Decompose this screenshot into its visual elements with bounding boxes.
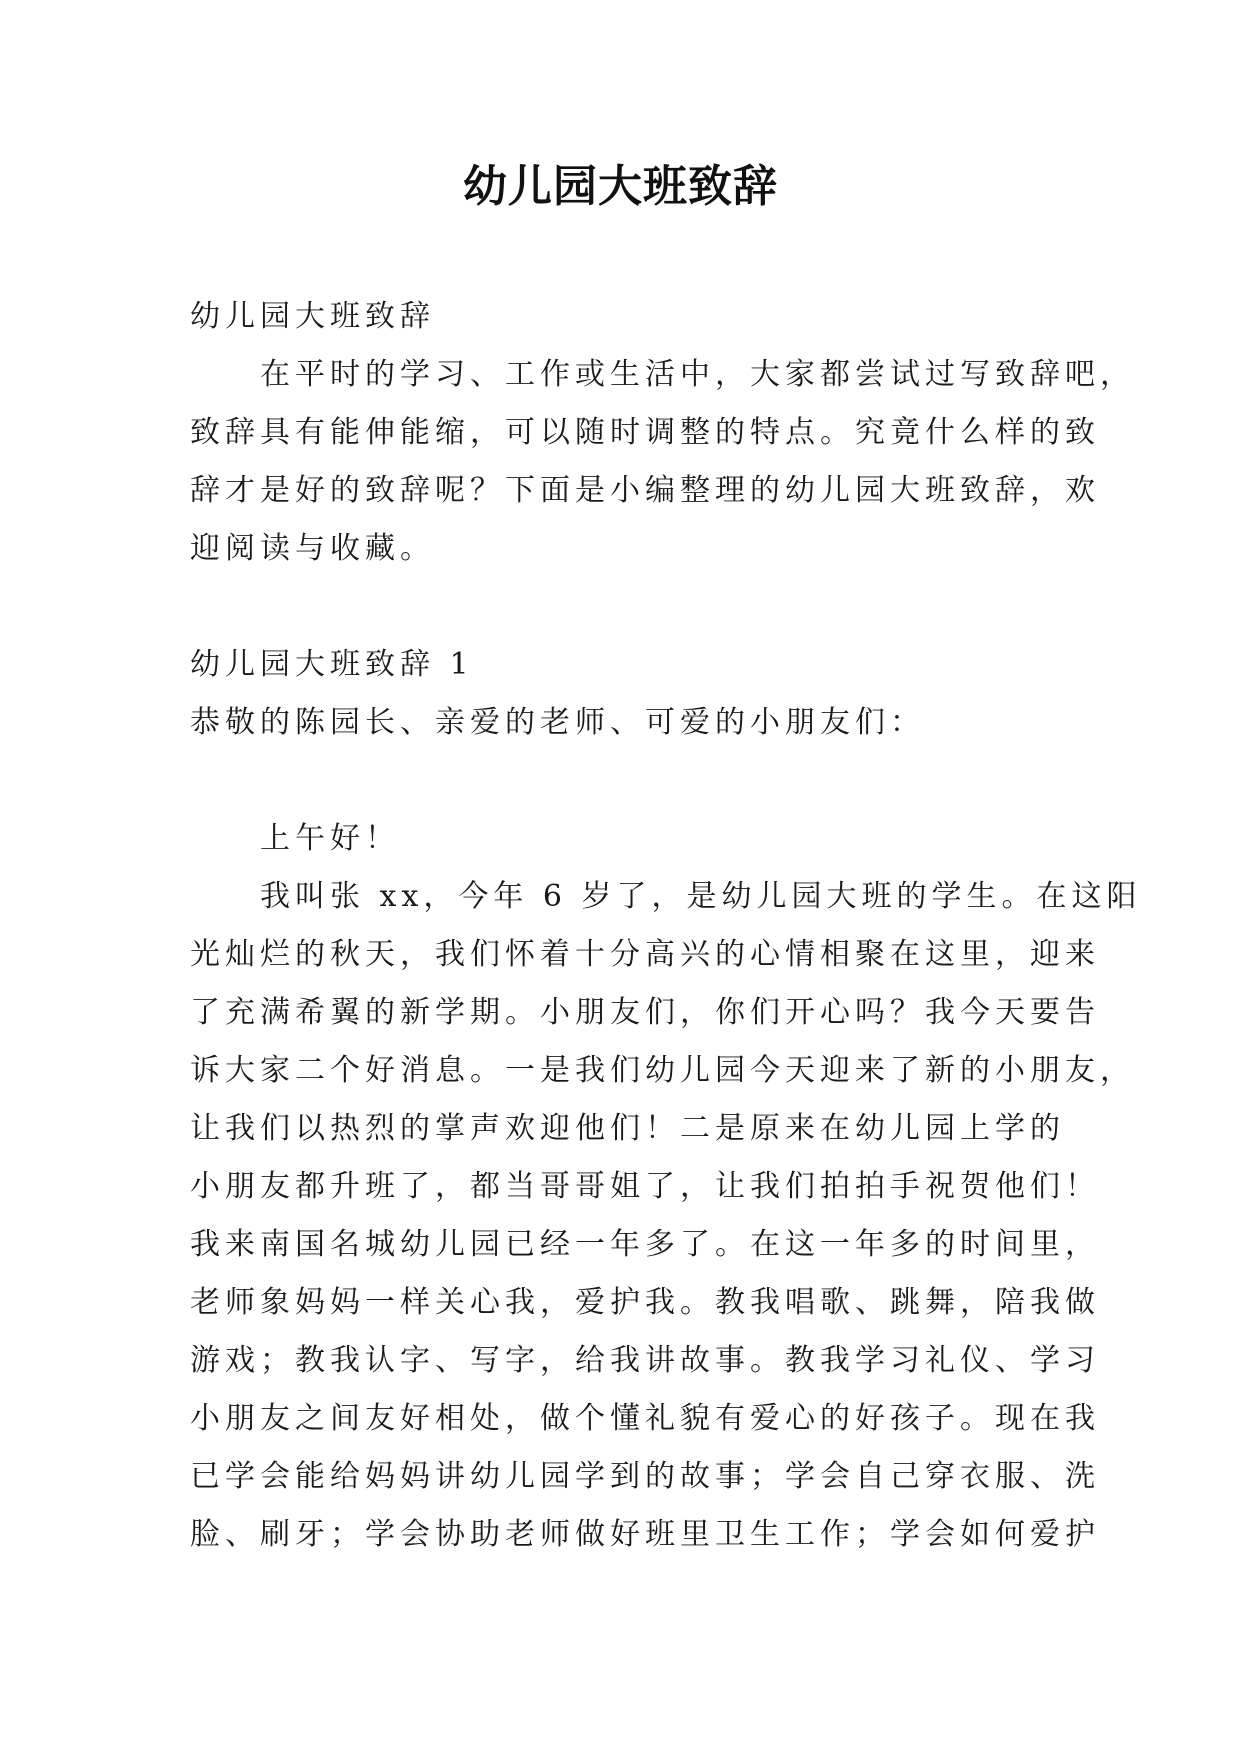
- body-paragraph: [190, 868, 1142, 1564]
- document-body: [190, 288, 1142, 1564]
- intro-line: 致辞具有能伸能缩，可以随时调整的特点。究竟什么样的致: [190, 415, 1100, 450]
- salutation: 恭敬的陈园长、亲爱的老师、可爱的小朋友们：: [190, 705, 925, 740]
- body-line: 小朋友之间友好相处，做个懂礼貌有爱心的好孩子。现在我: [190, 1401, 1100, 1436]
- spacer: [190, 752, 1050, 810]
- body-line: 小朋友都升班了，都当哥哥姐了，让我们拍拍手祝贺他们！: [190, 1169, 1100, 1204]
- body-line: 让我们以热烈的掌声欢迎他们！二是原来在幼儿园上学的: [190, 1111, 1065, 1146]
- intro-line: 迎阅读与收藏。: [190, 531, 435, 566]
- body-line: 老师象妈妈一样关心我，爱护我。教我唱歌、跳舞，陪我做: [190, 1285, 1100, 1320]
- body-line: 光灿烂的秋天，我们怀着十分高兴的心情相聚在这里，迎来: [190, 937, 1100, 972]
- body-line: 已学会能给妈妈讲幼儿园学到的故事；学会自己穿衣服、洗: [190, 1459, 1100, 1494]
- greeting: 上午好！: [190, 821, 400, 856]
- body-line: 诉大家二个好消息。一是我们幼儿园今天迎来了新的小朋友，: [190, 1053, 1135, 1088]
- intro-line: 在平时的学习、工作或生活中，大家都尝试过写致辞吧，: [190, 357, 1135, 392]
- spacer: [190, 578, 1050, 636]
- body-line: 了充满希翼的新学期。小朋友们，你们开心吗？我今天要告: [190, 995, 1100, 1030]
- body-line: 游戏；教我认字、写字，给我讲故事。教我学习礼仪、学习: [190, 1343, 1100, 1378]
- body-line: 我叫张 xx，今年 6 岁了，是幼儿园大班的学生。在这阳: [190, 879, 1142, 914]
- body-line: 我来南国名城幼儿园已经一年多了。在这一年多的时间里，: [190, 1227, 1100, 1262]
- document-title: 幼儿园大班致辞: [463, 161, 778, 212]
- body-line: 脸、刷牙；学会协助老师做好班里卫生工作；学会如何爱护: [190, 1517, 1100, 1552]
- intro-paragraph: [190, 346, 1135, 578]
- section-heading: 幼儿园大班致辞 1: [190, 647, 474, 682]
- intro-line: 辞才是好的致辞呢？下面是小编整理的幼儿园大班致辞，欢: [190, 473, 1100, 508]
- document-subtitle: 幼儿园大班致辞: [190, 299, 435, 334]
